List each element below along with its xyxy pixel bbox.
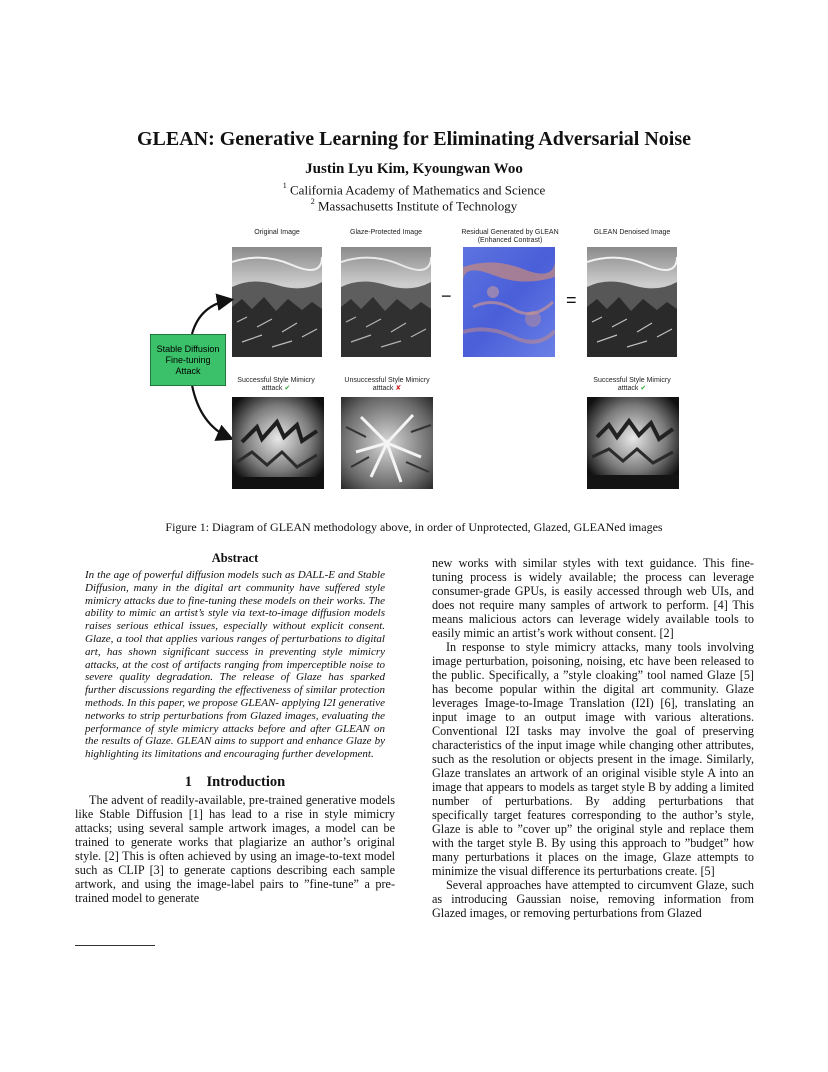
label-mimicry-3	[582, 377, 682, 393]
label-original-image: Original Image	[254, 229, 300, 236]
label-mimicry-1-line2: atttack	[261, 385, 283, 392]
section-title: Introduction	[206, 773, 286, 790]
affiliation-1-name: California Academy of Mathematics and Science	[290, 182, 546, 198]
label-mimicry-2	[337, 377, 437, 393]
check-icon: ✔	[640, 385, 647, 392]
right-column	[432, 556, 754, 920]
intro-paragraph-1: The advent of readily-available, pre-trained generative models like Stable Diffusion [1] has lead to a rise in style mimicry attacks; using several sample artwork images, a model can be trained to generate works that plagiarize an author’s original style. [2] This is often achieved by using an image-to-text model such as CLIP [3] to generate captions describing each sample artwork, and using the image-label pairs to ”fine-tune” a pre-trained model to generate	[75, 792, 395, 905]
mimicry-result-1-image	[232, 397, 324, 489]
mimicry-result-3-image	[587, 397, 679, 489]
sd-box-line-1: Stable Diffusion	[156, 343, 220, 354]
original-artwork-image	[232, 247, 322, 357]
footnote-rule	[75, 945, 155, 946]
label-mimicry-1	[226, 377, 326, 393]
label-glean-denoised: GLEAN Denoised Image	[593, 229, 671, 236]
affiliation-1-number: 1	[282, 181, 287, 190]
label-mimicry-3-line1: Successful Style Mimicry	[593, 377, 671, 384]
equals-operator: =	[566, 290, 577, 310]
label-mimicry-2-line1: Unsuccessful Style Mimicry	[344, 377, 430, 384]
paper-authors: Justin Lyu Kim, Kyoungwan Woo	[305, 161, 523, 177]
glean-denoised-image	[587, 247, 677, 357]
label-mimicry-3-line2: atttack	[617, 385, 639, 392]
affiliation-2-name: Massachusetts Institute of Technology	[318, 198, 518, 214]
glazed-artwork-image	[341, 247, 431, 357]
label-residual-sub: (Enhanced Contrast)	[477, 237, 543, 244]
label-mimicry-2-line2: atttack	[372, 385, 394, 392]
stable-diffusion-box	[150, 334, 226, 386]
paper-title: GLEAN: Generative Learning for Eliminating Adversarial Noise	[136, 128, 692, 150]
right-paragraph-2: In response to style mimicry attacks, many tools involving image perturbation, poisoning, noising, etc have been released to the public. Specifically, a ”style cloaking” tool named Glaze [5] has become popular within the digital art community. Glaze leverages Image-to-Image Translation (I2I) [6], translating an input image to an output image with various alterations. Conventional I2I tasks may involve the goal of preserving characteristics of the input image while changing other attributes, such as the resolution or objects present in the image. Similarly, Glaze translates an artwork of an original visible style A into an image that appears to models as target style B by adding a limited number of perturbations. By adding perturbations that specifically target features corresponding to the author’s style, Glaze is able to ”cover up” the original style and replace them with the target style B. By using this approach to ”budget” how many perturbations it places on the image, Glaze attempts to minimize the visual difference its perturbations create. [5]	[432, 640, 754, 878]
section-number: 1	[184, 773, 193, 790]
label-glaze-protected: Glaze-Protected Image	[350, 229, 422, 236]
sd-box-line-2: Fine-tuning	[165, 354, 211, 365]
check-icon: ✔	[284, 385, 291, 392]
affiliation-1	[0, 182, 828, 198]
minus-operator: −	[441, 286, 452, 306]
left-column	[75, 551, 395, 905]
figure-caption: Figure 1: Diagram of GLEAN methodology above, in order of Unprotected, Glazed, GLEANed images	[165, 520, 663, 534]
mimicry-result-2-image	[341, 397, 433, 489]
residual-image	[463, 247, 555, 357]
cross-icon: ✘	[395, 385, 402, 392]
affiliation-2-number: 2	[310, 197, 315, 206]
abstract-heading: Abstract	[211, 551, 259, 565]
sd-box-line-3: Attack	[175, 365, 201, 376]
right-paragraph-3: Several approaches have attempted to circumvent Glaze, such as introducing Gaussian noise, removing information from Glazed images, or removing perturbations from Glazed	[432, 878, 754, 920]
right-paragraph-1: new works with similar styles with text guidance. This fine-tuning process is widely available; the process can leverage consumer-grade GPUs, is easily accessed through web UIs, and does not require many samples of artwork to perform. [4] This means malicious actors can leverage widely available tools to easily mimic an artist’s work without consent. [2]	[432, 556, 754, 640]
introduction-heading	[75, 775, 395, 789]
label-residual: Residual Generated by GLEAN	[461, 229, 559, 236]
affiliation-2	[0, 198, 828, 214]
label-mimicry-1-line1: Successful Style Mimicry	[237, 377, 315, 384]
abstract-text: In the age of powerful diffusion models such as DALL-E and Stable Diffusion, many in the digital art community have suffered style mimicry attacks due to fine-tuning these models on their works. The ability to mimic an artist’s style via text-to-image diffusion models raises serious ethical issues, especially without explicit consent. Glaze, a tool that applies various ranges of perturbations to digital art, has shown significant success in preventing style mimicry attacks, at the cost of artifacts ranging from imperceptible noise to severe quality degradation. The release of Glaze has sparked further discussions regarding the effectiveness of similar protection methods. In this paper, we propose GLEAN- applying I2I generative networks to strip perturbations from Glazed images, evaluating the performance of style mimicry attacks before and after GLEAN on the results of Glaze. GLEAN aims to support and enhance Glaze by highlighting its limitations and encouraging further development.	[85, 569, 385, 761]
